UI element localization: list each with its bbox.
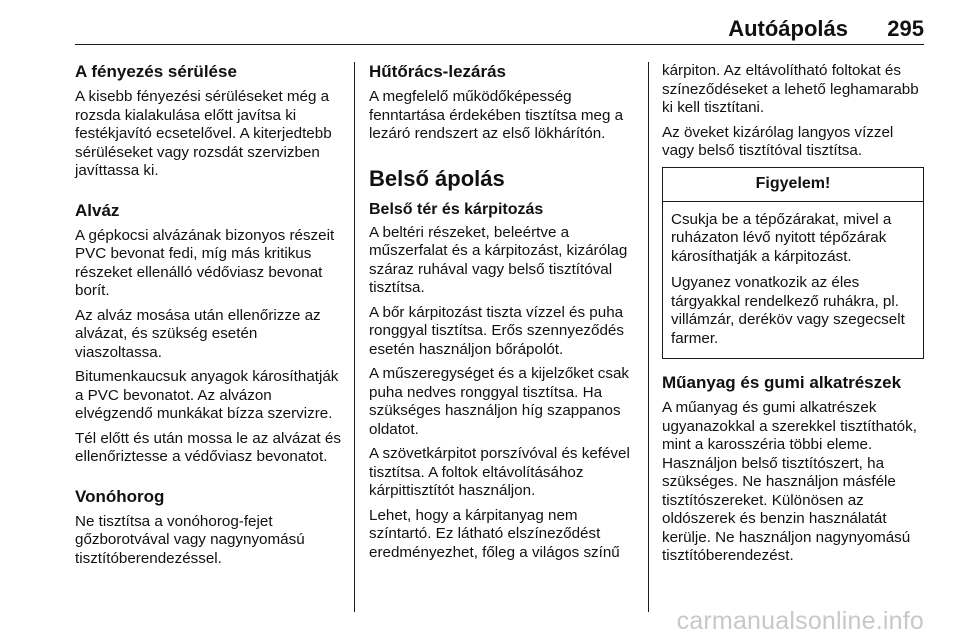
heading-chassis: Alváz [75,200,120,220]
paragraph-paint-damage: A kisebb fényezési sérüléseket még a rozsda kialakulása előtt javítsa ki festékjavító ecsetelővel. A kiterjedtebb sérüléseket vagy rozsdát szervizben javíttassa ki. [75,88,332,179]
page-number: 295 [887,16,924,41]
heading-interior-care: Belső ápolás [369,165,505,191]
heading-towbar: Vonóhorog [75,486,165,506]
paragraph-continued-1: kárpiton. Az eltávolítható foltokat és színeződéseket a lehető leghamarabb ki kell tisztítani. [662,62,919,116]
heading-grille-shutter: Hűtőrács-lezárás [369,62,507,81]
paragraph-chassis-1: A gépkocsi alvázának bizonyos részeit PVC bevonat fedi, míg más kritikus részeket ellenálló védőviasz bevonat borít. [75,226,335,299]
column-left [75,62,341,574]
heading-plastic-rubber: Műanyag és gumi alkatrészek [662,373,902,392]
paragraph-chassis-3: Bitumenkaucsuk anyagok károsíthatják a PVC bevonatot. Az alvázon elvégzendő munkákat bízza szervizre. [75,368,339,422]
paragraph-continued-2: Az öveket kizárólag langyos vízzel vagy belső tisztítóval tisztítsa. [662,123,894,159]
watermark: carmanualsonline.info [676,607,924,635]
paragraph-interior-2: A bőr kárpitozást tiszta vízzel és puha ronggyal tisztítsa. Erős szennyeződés esetén használjon bőrápolót. [369,303,624,358]
column-divider-left [354,62,355,612]
heading-interior-upholstery: Belső tér és kárpitozás [369,200,544,218]
notice-paragraph-1: Csukja be a tépőzárakat, mivel a ruházaton lévő nyitott tépőzárak károsíthatják a kárpitozást. [671,210,892,265]
notice-title: Figyelem! [663,168,923,202]
notice-paragraph-2: Ugyanez vonatkozik az éles tárgyakkal rendelkező ruhákra, pl. villámzár, deréköv vagy szegecselt farmer. [671,274,905,347]
paragraph-chassis-4: Tél előtt és után mossa le az alvázat és ellenőriztesse a védőviasz bevonatot. [75,429,341,465]
column-right [662,62,924,572]
paragraph-interior-5: Lehet, hogy a kárpitanyag nem színtartó. Ez látható elszíneződést eredményezhet, főleg a világos színű [369,506,620,561]
paragraph-interior-1: A beltéri részeket, beleértve a műszerfalat és a kárpitozást, kizárólag száraz ruhával vagy belső tisztítóval tisztítsa. [369,223,628,296]
page-header [75,8,924,45]
paragraph-interior-3: A műszeregységet és a kijelzőket csak puha nedves ronggyal tisztítsa. Ha szükséges használjon híg szappanos oldatot. [369,365,629,438]
paragraph-towbar: Ne tisztítsa a vonóhorog-fejet gőzborotvával vagy nagynyomású tisztítóberendezéssel. [75,512,305,567]
column-divider-right [648,62,649,612]
paragraph-interior-4: A szövetkárpitot porszívóval és kefével tisztítsa. A foltok eltávolításához kárpittisztítót használjon. [369,445,630,499]
section-title: Autóápolás [728,16,848,41]
heading-paint-damage: A fényezés sérülése [75,62,237,81]
column-middle [369,62,635,568]
paragraph-chassis-2: Az alváz mosása után ellenőrizze az alvázat, és szükség esetén viaszoltassa. [75,306,321,361]
notice-box [662,167,924,360]
paragraph-grille-shutter: A megfelelő működőképesség fenntartása érdekében tisztítsa meg a lezáró rendszert az első lökhárítón. [369,88,624,142]
paragraph-plastic-rubber: A műanyag és gumi alkatrészek ugyanazokkal a szerekkel tisztíthatók, mint a karosszéria többi eleme. Használjon belső tisztítószert, ha szükséges. Ne használjon másféle tisztítószereket. Különösen az oldószerek és benzin használatát kerülje. Ne használjon nagynyomású tisztítóberendezést. [662,399,917,564]
